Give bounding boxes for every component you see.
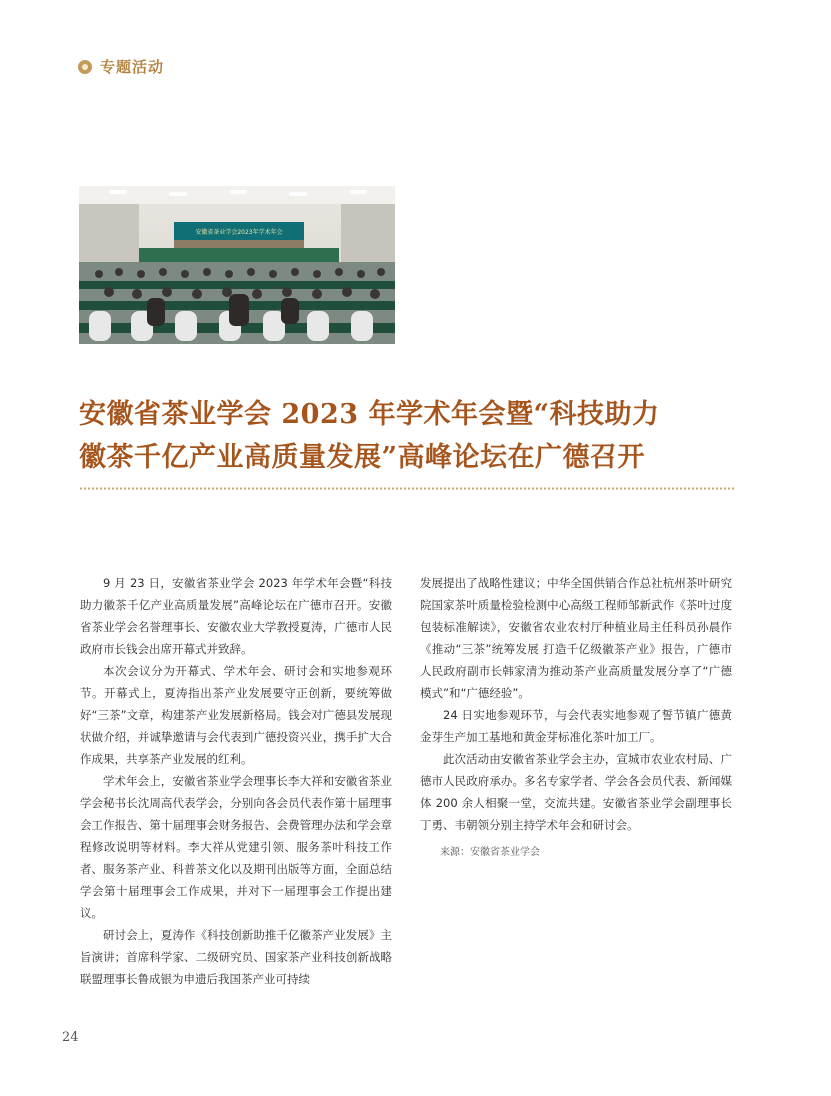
- page-number: 24: [62, 1030, 79, 1045]
- title-divider: [79, 487, 736, 490]
- paragraph-continuation: 发展提出了战略性建议；中华全国供销合作总社杭州茶叶研究院国家茶叶质量检验检测中心高级工程师邹新武作《茶叶过度包装标准解读》，安徽省农业农村厅种植业局主任科员孙晨作《推动“三茶”统筹发展 打造千亿级徽茶产业》报告，广德市人民政府副市长韩家清为推动茶产业高质量发展分享了“广德模式”和“广德经验”。: [420, 576, 732, 700]
- paragraph: 本次会议分为开幕式、学术年会、研讨会和实地参观环节。开幕式上，夏涛指出茶产业发展要守正创新，要统筹做好“三茶”文章，构建茶产业发展新格局。钱会对广德县发展现状做介绍，并诚挚邀请与会代表到广德投资兴业，携手扩大合作成果，共享茶产业发展的红利。: [80, 664, 392, 766]
- stage-banner: 安徽省茶业学会2023年学术年会: [195, 229, 283, 236]
- paragraph: 研讨会上，夏涛作《科技创新助推千亿徽茶产业发展》主旨演讲；首席科学家、二级研究员、国家茶产业科技创新战略联盟理事长鲁成银为申遗后我国茶产业可持续: [80, 928, 392, 986]
- paragraph: 学术年会上，安徽省茶业学会理事长李大祥和安徽省茶业学会秘书长沈周高代表学会，分别向各会员代表作第十届理事会工作报告、第十届理事会财务报告、会费管理办法和学会章程修改说明等材料。李大祥从党建引领、服务茶叶科技工作者、服务茶产业、科普茶文化以及期刊出版等方面，全面总结学会第十届理事会工作成果，并对下一届理事会工作提出建议。: [80, 774, 392, 920]
- section-label: 专题活动: [100, 58, 165, 76]
- article-body-left-column: [80, 572, 392, 990]
- paragraph: 24 日实地参观环节，与会代表实地参观了誓节镇广德黄金芽生产加工基地和黄金芽标准化茶叶加工厂。: [420, 708, 732, 744]
- article-title-line-1: 安徽省茶业学会 2023 年学术年会暨“科技助力: [79, 399, 660, 430]
- article-body-right-column: [420, 572, 732, 864]
- paragraph: 9 月 23 日，安徽省茶业学会 2023 年学术年会暨“科技助力徽茶千亿产业高质量发展”高峰论坛在广德市召开。安徽省茶业学会名誉理事长、安徽农业大学教授夏涛，广德市人民政府市长钱会出席开幕式并致辞。: [80, 576, 392, 656]
- conference-photo: [79, 186, 395, 344]
- article-title-line-2: 徽茶千亿产业高质量发展”高峰论坛在广德召开: [79, 442, 646, 473]
- conference-photo-icon: [79, 186, 395, 344]
- article-source: 来源：安徽省茶业学会: [440, 847, 540, 858]
- paragraph: 此次活动由安徽省茶业学会主办，宣城市农业农村局、广德市人民政府承办。多名专家学者、学会各会员代表、新闻媒体 200 余人相聚一堂，交流共建。安徽省茶业学会副理事长丁勇、韦朝领分别主持学术年会和研讨会。: [420, 752, 732, 832]
- section-header: [78, 56, 164, 77]
- article-title: [79, 393, 749, 479]
- section-bullet-icon: [78, 60, 92, 74]
